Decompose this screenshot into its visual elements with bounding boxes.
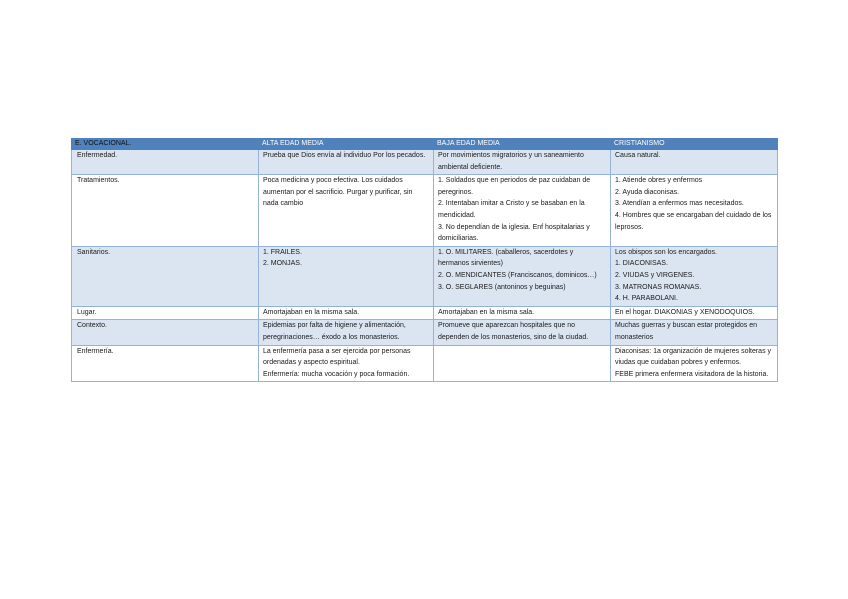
row-label: Sanitarios.	[72, 246, 259, 306]
alta-edad-media-cell	[259, 150, 434, 175]
row-label: Enfermería.	[72, 345, 259, 382]
header-cristianismo: CRISTIANISMO	[611, 139, 778, 150]
baja-edad-media-cell	[434, 150, 611, 175]
row-label: Enfermedad.	[72, 150, 259, 175]
cell-text: Diaconisas: 1a organización de mujeres solteras y viudas que cuidaban pobres y enfermos.	[615, 347, 772, 367]
cristianismo-cell	[611, 246, 778, 306]
cell-text: Muchas guerras y buscan estar protegidos en monasterios	[615, 322, 758, 341]
row-label: Contexto.	[72, 320, 259, 345]
cell-text: Los obispos son los encargados.	[615, 248, 717, 256]
baja-edad-media-cell	[434, 320, 611, 345]
table-header-row	[72, 139, 778, 150]
cell-text: 2. MONJAS.	[263, 260, 302, 268]
table-row	[72, 246, 778, 306]
alta-edad-media-cell	[259, 345, 434, 382]
cell-text: Causa natural.	[615, 152, 661, 159]
table-row	[72, 150, 778, 175]
row-label: Lugar.	[72, 306, 259, 320]
table-row	[72, 345, 778, 382]
comparison-table	[71, 138, 778, 382]
cell-text: 3. No dependían de la iglesia. Enf hospitalarias y domiciliarias.	[438, 223, 590, 243]
baja-edad-media-cell	[434, 345, 611, 382]
row-label: Tratamientos.	[72, 175, 259, 247]
alta-edad-media-cell	[259, 246, 434, 306]
cell-text: 3. MATRONAS ROMANAS.	[615, 283, 702, 291]
cell-text: FEBE primera enfermera visitadora de la historia.	[615, 370, 769, 378]
cell-text: 2. O. MENDICANTES (Franciscanos, dominicos…)	[438, 271, 597, 279]
cell-text: Promueve que aparezcan hospitales que no dependen de los monasterios, sino de la ciudad.	[438, 322, 589, 341]
cell-text: Epidemias por falta de higiene y alimentación, peregrinaciones… éxodo a los monasterios.	[263, 322, 406, 341]
table-row	[72, 306, 778, 320]
cell-text: 1. DIACONISAS.	[615, 260, 668, 268]
baja-edad-media-cell	[434, 175, 611, 247]
table-row	[72, 320, 778, 345]
cristianismo-cell	[611, 306, 778, 320]
cristianismo-cell	[611, 150, 778, 175]
cell-text: Enfermería: mucha vocación y poca formación.	[263, 370, 410, 378]
cell-text: 2. Ayuda diaconisas.	[615, 188, 680, 196]
cell-text: Poca medicina y poco efectiva. Los cuidados aumentan por el sacrificio. Purgar y purificar, sin nada cambio	[263, 177, 413, 208]
cell-text: Amortajaban en la misma sala.	[263, 308, 360, 316]
header-alta-edad-media: ALTA EDAD MEDIA	[259, 139, 434, 150]
baja-edad-media-cell	[434, 306, 611, 320]
header-vocacional: E. VOCACIONAL.	[72, 139, 259, 150]
alta-edad-media-cell	[259, 320, 434, 345]
cell-text: 3. O. SEGLARES (antoninos y beguinas)	[438, 283, 566, 291]
cristianismo-cell	[611, 320, 778, 345]
cell-text: 1. Soldados que en periodos de paz cuidaban de peregrinos.	[438, 177, 591, 196]
cell-text: 4. Hombres que se encargaban del cuidado de los leprosos.	[615, 211, 772, 231]
cell-text: 4. H. PARABOLANI.	[615, 295, 678, 303]
alta-edad-media-cell	[259, 175, 434, 247]
cell-text: 2. VIUDAS y VIRGENES.	[615, 271, 695, 279]
cell-text: 1. FRAILES.	[263, 248, 302, 256]
cell-text: La enfermería pasa a ser ejercida por personas ordenadas y aspecto espiritual.	[263, 347, 411, 367]
cell-text: Prueba que Dios envía al individuo Por los pecados.	[263, 152, 426, 159]
header-baja-edad-media: BAJA EDAD MEDIA	[434, 139, 611, 150]
cell-text: 1. O. MILITARES. (caballeros, sacerdotes y hermanos sirvientes)	[438, 248, 574, 268]
cell-text: 3. Atendían a enfermos mas necesitados.	[615, 200, 744, 208]
cristianismo-cell	[611, 345, 778, 382]
cell-text: En el hogar. DIAKONIAS y XENODOQUIOS.	[615, 308, 755, 316]
cell-text: Amortajaban en la misma sala.	[438, 308, 535, 316]
alta-edad-media-cell	[259, 306, 434, 320]
cell-text: 1. Atiende obres y enfermos	[615, 177, 703, 185]
table-body	[72, 150, 778, 382]
baja-edad-media-cell	[434, 246, 611, 306]
cristianismo-cell	[611, 175, 778, 247]
table-row	[72, 175, 778, 247]
cell-text: 2. Intentaban imitar a Cristo y se basaban en la mendicidad.	[438, 200, 585, 219]
cell-text: Por movimientos migratorios y un saneamiento ambiental deficiente.	[438, 152, 584, 171]
